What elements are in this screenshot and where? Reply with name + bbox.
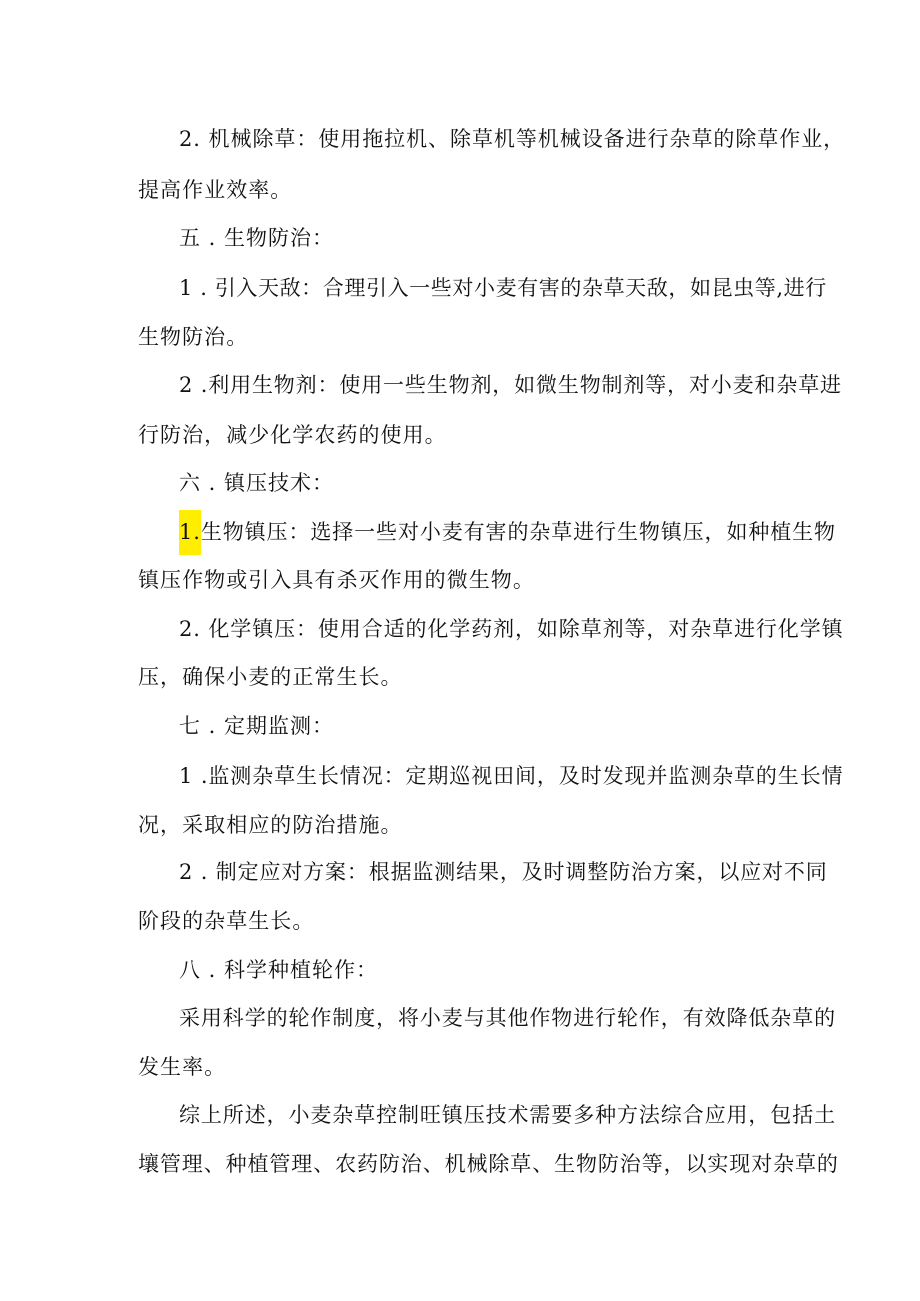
text-line: 况，采取相应的防治措施。 bbox=[138, 813, 403, 837]
text-line: 阶段的杂草生长。 bbox=[138, 909, 315, 933]
text-line bbox=[179, 522, 836, 555]
text-line: 采用科学的轮作制度，将小麦与其他作物进行轮作，有效降低杂草的 bbox=[179, 1006, 836, 1030]
section-heading: 六 . 镇压技术： bbox=[179, 471, 335, 495]
text-line: 发生率。 bbox=[138, 1055, 227, 1079]
text-line: 2. 机械除草：使用拖拉机、除草机等机械设备进行杂草的除草作业， bbox=[179, 127, 846, 151]
text-line: 镇压作物或引入具有杀灭作用的微生物。 bbox=[138, 568, 535, 592]
text-line: 2 .利用生物剂：使用一些生物剂，如微生物制剂等，对小麦和杂草进 bbox=[179, 373, 842, 397]
text-line: 2. 化学镇压：使用合适的化学药剂，如除草剂等，对杂草进行化学镇 bbox=[179, 617, 844, 641]
text-line-content: 生物镇压：选择一些对小麦有害的杂草进行生物镇压，如种植生物 bbox=[200, 520, 836, 544]
highlighted-marker: 1. bbox=[179, 510, 201, 555]
text-line: 壤管理、种植管理、农药防治、机械除草、生物防治等，以实现对杂草的 bbox=[138, 1152, 839, 1176]
text-line: 2 . 制定应对方案：根据监测结果，及时调整防治方案，以应对不同 bbox=[179, 860, 828, 884]
text-line: 压，确保小麦的正常生长。 bbox=[138, 665, 403, 689]
text-line: 综上所述，小麦杂草控制旺镇压技术需要多种方法综合应用，包括土 bbox=[179, 1103, 836, 1127]
section-heading: 八 . 科学种植轮作： bbox=[179, 958, 379, 982]
section-heading: 七 . 定期监测： bbox=[179, 714, 335, 738]
text-line: 行防治，减少化学农药的使用。 bbox=[138, 423, 447, 447]
text-line: 1 . 引入天敌：合理引入一些对小麦有害的杂草天敌，如昆虫等,进行 bbox=[179, 276, 827, 300]
text-line: 提高作业效率。 bbox=[138, 178, 293, 202]
text-line: 生物防治。 bbox=[138, 325, 249, 349]
section-heading: 五 . 生物防治： bbox=[179, 226, 335, 250]
text-line: 1 .监测杂草生长情况：定期巡视田间，及时发现并监测杂草的生长情 bbox=[179, 764, 844, 788]
